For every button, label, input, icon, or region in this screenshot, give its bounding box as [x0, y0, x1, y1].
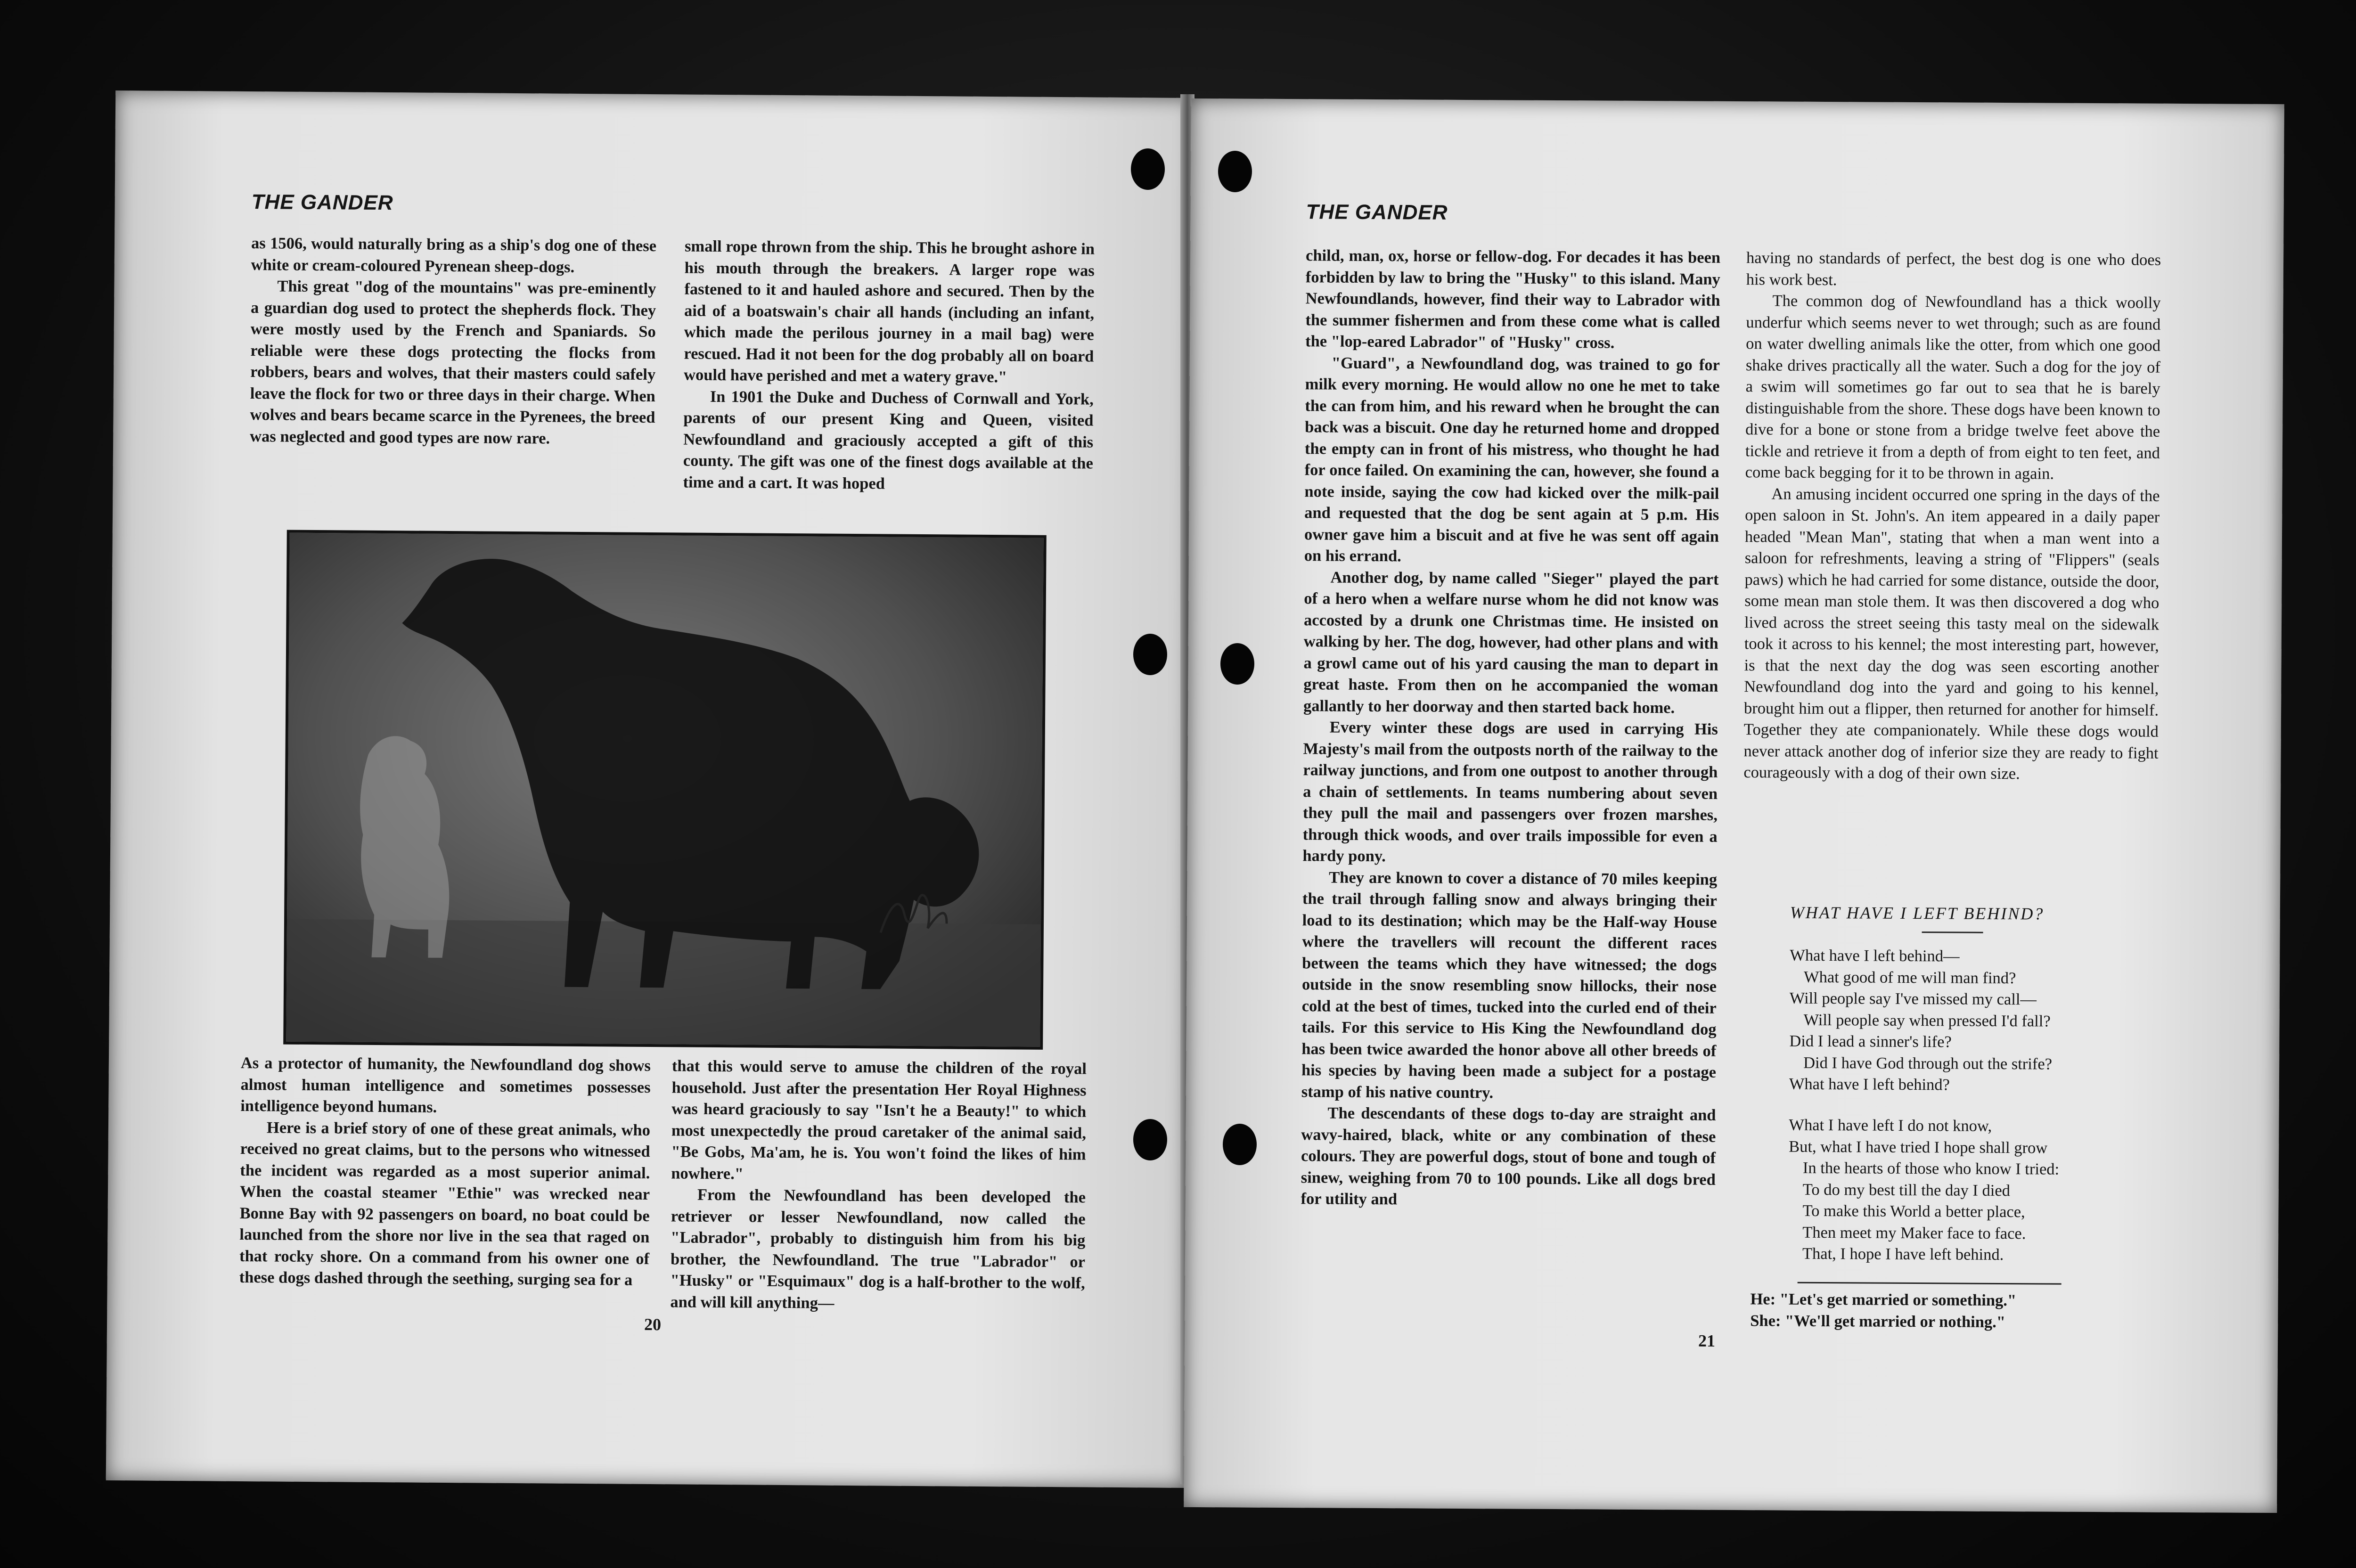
poem-line: What good of me will man find? [1804, 968, 2016, 987]
paragraph: In 1901 the Duke and Duchess of Cornwall and York, parents of our present King and Queen, visited Newfoundland and graciously accepted a gift of this county. The gift was one of the finest dogs available at the time and a cart. It was hoped [683, 387, 1094, 492]
poem-title: WHAT HAVE I LEFT BEHIND? [1790, 903, 2045, 923]
page-number-left: 20 [644, 1315, 662, 1334]
binder-hole [1218, 151, 1252, 192]
paragraph: Every winter these dogs are used in carrying His Majesty's mail from the outposts north of the railway to the railway junctions, and from one outpost to another through a chain of settlements. In teams numbering about seven they pull the mail and passengers over frozen marshes, through thick woods, and over trails impossible for even a hardy pony. [1302, 718, 1718, 866]
paragraph: An amusing incident occurred one spring in the days of the open saloon in St. John's. An item appeared in a daily paper headed "Mean Man", stating that when a man went into a saloon for refreshments, leaving a string of "Flippers" (seals paws) which he had carried for some distance, outside the door, some mean man stole them. It was then discovered a dog who lived across the street seeing this tasty meal on the sidewalk took it across to his kennel; the most interesting part, however, is that the next day the dog was seen escorting another Newfoundland dog into the yard and going to his kennel, brought him out a flipper, then returned for another for himself. Together they ate companionately. While these dogs would never attack another dog of inferior size they are ready to fight courageously with a dog of their own size. [1743, 484, 2160, 783]
paragraph: This great "dog of the mountains" was pre-eminently a guardian dog used to protect the shepherds flock. They were mostly used by the French and Spaniards. So reliable were these dogs protecting the flocks from robbers, bears and wolves, that their masters could safely leave the flock for two or three days in their charge. When wolves and bears became scarce in the Pyrenees, the breed was neglected and good types are now rare. [250, 277, 656, 447]
paragraph: having no standards of perfect, the best dog is one who does his work best. [1746, 249, 2161, 289]
left-page [106, 90, 1195, 1488]
joke-line: She: "We'll get married or nothing." [1750, 1311, 2006, 1331]
poem-line: Will people say when pressed I'd fall? [1803, 1011, 2051, 1030]
poem-line: But, what I have tried I hope shall grow [1789, 1137, 2048, 1157]
page-number-right: 21 [1698, 1331, 1716, 1350]
paragraph: As a protector of humanity, the Newfoundland dog shows almost human intelligence and sometimes possesses intelligence beyond humans. [240, 1054, 651, 1116]
poem-title-rule [1922, 931, 1983, 933]
poem-stanza-1 [1789, 945, 2053, 1096]
poem-line: Then meet my Maker face to face. [1802, 1223, 2026, 1242]
left-col2-bottom [670, 1055, 1087, 1315]
right-col1 [1301, 245, 1720, 1212]
joke-line: He: "Let's get married or something." [1750, 1290, 2017, 1310]
poem-line: To make this World a better place, [1802, 1201, 2025, 1221]
paragraph: that this would serve to amuse the children of the royal household. Just after the presentation Her Royal Highness was heard graciously to say "Isn't he a Beauty!" to which most unexpectedly the proud caretaker of the animal said, "Be Gobs, Ma'am, he is. You won't foind the likes of him nowhere." [671, 1057, 1087, 1183]
poem-line: What have I left behind— [1790, 946, 1960, 965]
newfoundland-dog-photo [283, 530, 1047, 1050]
paragraph: Here is a brief story of one of these great animals, who received no great claims, but to the persons who witnessed the incident was regarded as a most superior animal. When the coastal steamer "Ethie" was wrecked near Bonne Bay with 92 passengers on board, no boat could be launched from the shore nor live in the sea that raged on that rocky shore. On a command from his owner one of these dogs dashed through the seething, surging sea for a [239, 1118, 651, 1289]
binder-hole [1220, 643, 1254, 685]
poem-line: To do my best till the day I died [1802, 1180, 2011, 1200]
paragraph: "Guard", a Newfoundland dog, was trained to go for milk every morning. He would allow no one he met to take the can from him, and his reward when he brought the can back was a biscuit. One day he returned home and dropped the empty can in front of his mistress, who thought he had for once failed. On examining the can, however, she found a note inside, saying the cow had kicked over the milk-pail and requested that the dog be sent again at 5 p.m. His owner gave him a biscuit and at five he was sent off again on his errand. [1304, 354, 1720, 565]
paragraph: They are known to cover a distance of 70 miles keeping the trail through falling snow and always bringing their load to its destination; which may be the Half-way House where the travellers will recount the different races between the teams which they have witnessed; the dogs outside in the snow resembling snow hillocks, their nose cold at the best of times, tucked into the curled end of their tails. For this service to His King the Newfoundland dog has been twice awarded the honor above all other breeds of his species by having been made a subject for a postage stamp of his native country. [1301, 868, 1718, 1102]
running-head-right: THE GANDER [1306, 200, 1448, 224]
binder-hole [1223, 1124, 1257, 1165]
binder-hole [1133, 634, 1167, 675]
left-col1-bottom [239, 1053, 651, 1291]
paragraph: The descendants of these dogs to-day are straight and wavy-haired, black, white or any combination of these colours. They are powerful dogs, stout of bone and tough of sinew, weighing from 70 to 100 pounds. Like all dogs bred for utility and [1301, 1104, 1716, 1209]
left-col2-top [683, 236, 1095, 496]
poem-line: In the hearts of those who know I tried: [1802, 1159, 2060, 1178]
paragraph: The common dog of Newfoundland has a thick woolly underfur which seems never to wet through; such as are found on water dwelling animals like the otter, from which one good shake drives practically all the water. Such a dog for the joy of a swim will sometimes go far out to sea that he is barely distinguishable from the shore. These dogs have been known to dive for a bone or stone from a bridge twelve feet above the tickle and retrieve it from a depth of from eight to ten feet, and come back begging for it to be thrown in again. [1745, 292, 2161, 483]
poem-line: Did I lead a sinner's life? [1789, 1032, 1952, 1051]
binder-hole [1133, 1119, 1167, 1160]
poem-line: Will people say I've missed my call— [1789, 989, 2037, 1009]
paragraph: as 1506, would naturally bring as a ship's dog one of these white or cream-coloured Pyrenean sheep-dogs. [251, 234, 657, 276]
left-col1-top [250, 233, 656, 450]
running-head-left: THE GANDER [251, 190, 393, 215]
paragraph: Another dog, by name called "Sieger" played the part of a hero when a welfare nurse whom he did not know was accosted by a drunk one Christmas time. He insisted on walking by her. The dog, however, had other plans and with a growl came out of his yard causing the man to depart in great haste. From then on he accompanied the woman gallantly to her doorway and then started back home. [1303, 568, 1719, 717]
poem-line: What have I left behind? [1789, 1075, 1950, 1094]
paragraph: child, man, ox, horse or fellow-dog. For decades it has been forbidden by law to bring the "Husky" to this island. Many Newfoundlands, however, find their way to Labrador with the summer fishermen and from these come what is called the "lop-eared Labrador" of "Husky" cross. [1305, 246, 1721, 352]
binder-hole [1131, 148, 1165, 190]
poem-stanza-2 [1788, 1115, 2060, 1266]
poem-line: That, I hope I have left behind. [1802, 1244, 2004, 1264]
right-col2 [1743, 247, 2161, 785]
paragraph: small rope thrown from the ship. This he brought ashore in his mouth through the breakers. A larger rope was fastened to it and hauled ashore and secured. Then by the aid of a boatswain's chair all hands (including an infant, which made the perilous journey in a mail bag) were rescued. Had it not been for the dog probably all on board would have perished and met a watery grave." [684, 237, 1095, 386]
poem-line: Did I have God through out the strife? [1803, 1054, 2053, 1073]
paragraph: From the Newfoundland has been developed the retriever or lesser Newfoundland, now called the "Labrador", probably to distinguish him from his big brother, the Newfoundland. The true "Labrador" or "Husky" or "Esquimaux" dog is a half-brother to the wolf, and will kill anything— [670, 1185, 1086, 1312]
joke [1750, 1289, 2016, 1333]
dog-photo-illustration [286, 533, 1044, 1047]
poem-line: What I have left I do not know, [1789, 1116, 1992, 1135]
right-page [1184, 98, 2284, 1513]
joke-rule [1798, 1282, 2062, 1285]
